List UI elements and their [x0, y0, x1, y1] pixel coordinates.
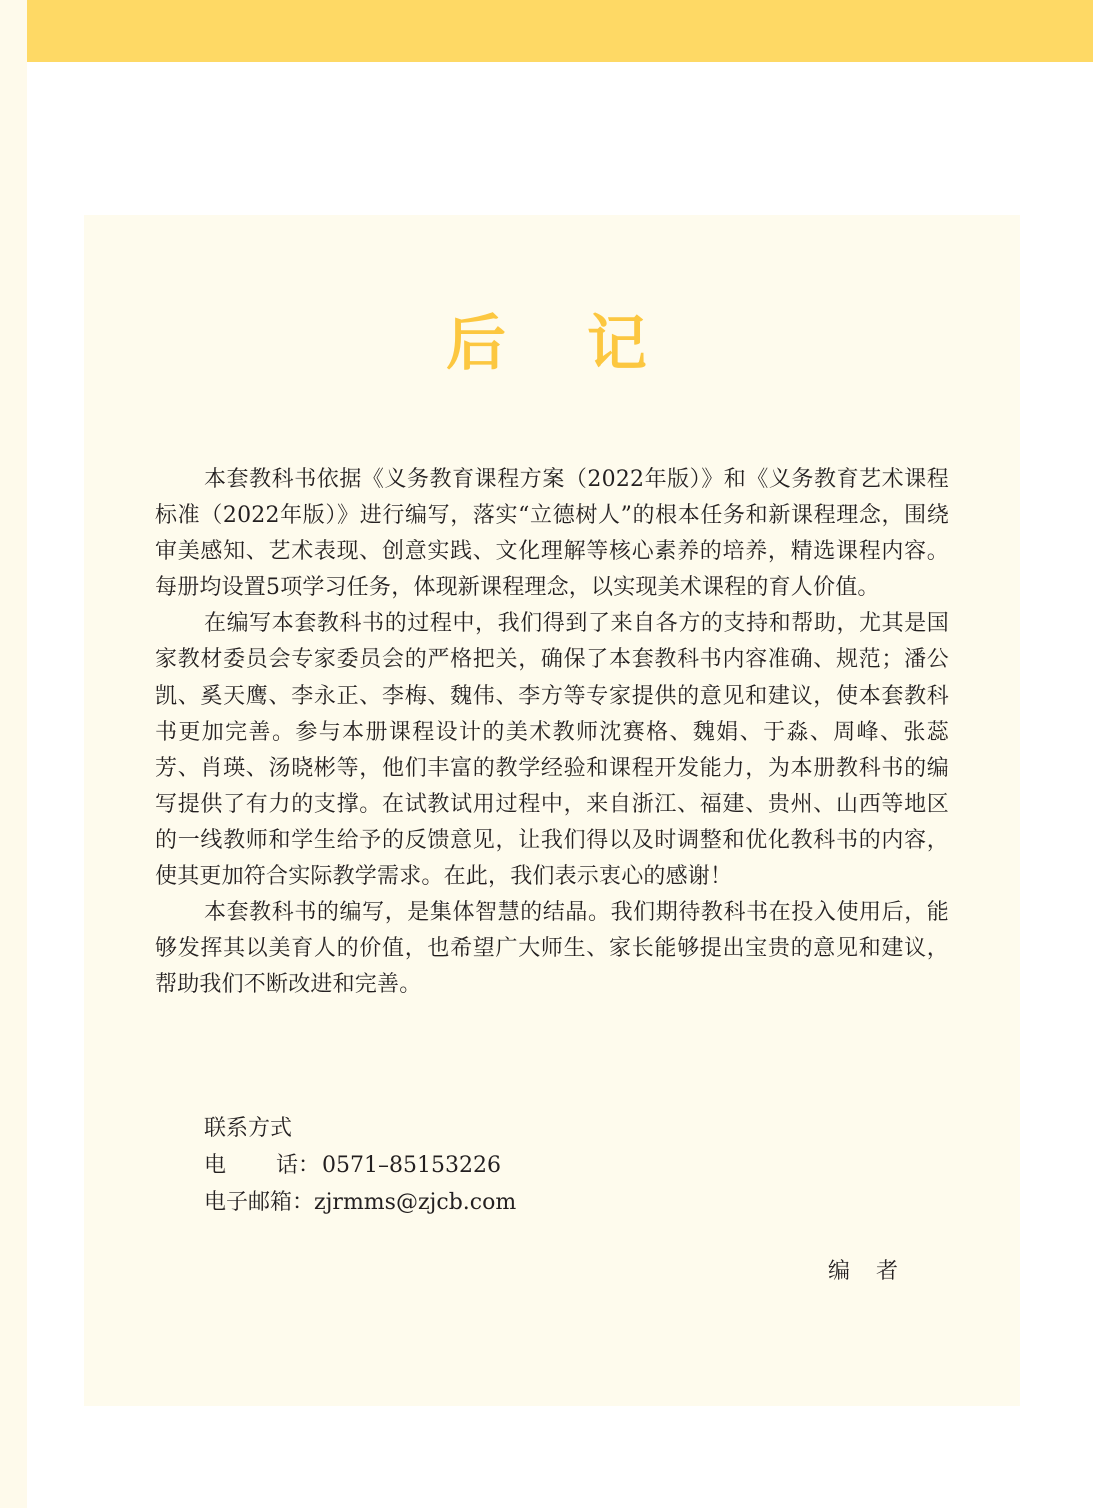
- top-color-band: [27, 0, 1093, 62]
- email-label: 电子邮箱：: [204, 1190, 315, 1215]
- paragraph-1: 本套教科书依据《义务教育课程方案（2022年版）》和《义务教育艺术课程标准（2022年版）》进行编写，落实“立德树人”的根本任务和新课程理念，围绕审美感知、艺术表现、创意实践、文化理解等核心素养的培养，精选课程内容。每册均设置5项学习任务，体现新课程理念，以实现美术课程的育人价值。: [155, 467, 949, 601]
- signature: 编者: [828, 1259, 925, 1284]
- body-text: [155, 462, 949, 1003]
- phone-label-char-2: 话：: [276, 1153, 321, 1178]
- contact-email-row: [204, 1184, 516, 1221]
- email-value: zjrmms@zjcb.com: [314, 1190, 517, 1215]
- phone-label-char-1: 电: [204, 1153, 227, 1178]
- left-margin-strip: [0, 0, 27, 1508]
- contact-block: [204, 1110, 516, 1221]
- contact-phone-row: [204, 1147, 516, 1184]
- phone-label: [204, 1147, 322, 1184]
- paragraph-3: 本套教科书的编写，是集体智慧的结晶。我们期待教科书在投入使用后，能够发挥其以美育人的价值，也希望广大师生、家长能够提出宝贵的意见和建议，帮助我们不断改进和完善。: [155, 900, 949, 998]
- phone-value: 0571–85153226: [322, 1153, 501, 1178]
- page-title: 后 记: [446, 309, 677, 379]
- paragraph-2: 在编写本套教科书的过程中，我们得到了来自各方的支持和帮助，尤其是国家教材委员会专家委员会的严格把关，确保了本套教科书内容准确、规范；潘公凯、奚天鹰、李永正、李梅、魏伟、李方等专家提供的意见和建议，使本套教科书更加完善。参与本册课程设计的美术教师沈赛格、魏娟、于淼、周峰、张蕊芳、肖瑛、汤晓彬等，他们丰富的教学经验和课程开发能力，为本册教科书的编写提供了有力的支撑。在试教试用过程中，来自浙江、福建、贵州、山西等地区的一线教师和学生给予的反馈意见，让我们得以及时调整和优化教科书的内容，使其更加符合实际教学需求。在此，我们表示衷心的感谢！: [155, 611, 949, 890]
- contact-heading: 联系方式: [204, 1116, 293, 1141]
